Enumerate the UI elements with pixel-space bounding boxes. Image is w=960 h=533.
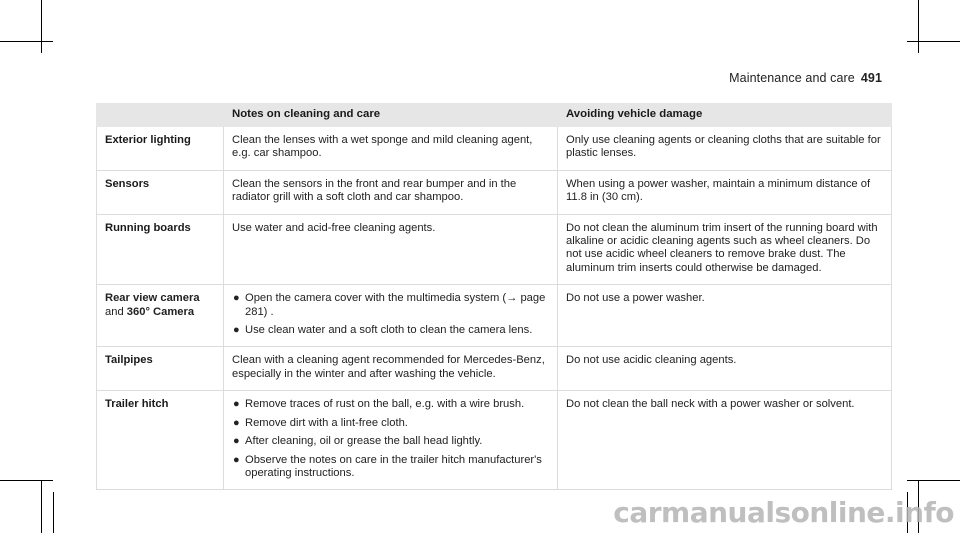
row-label [97,285,224,347]
row-label: Trailer hitch [97,391,224,490]
bullet-icon: ● [233,453,240,466]
crop-mark [918,0,919,53]
list-item: ● Remove traces of rust on the ball, e.g. with a wire brush. [233,398,525,411]
table-row [97,347,892,391]
care-cell [224,391,558,490]
avoid-cell: Do not clean the aluminum trim insert of the running board with alkaline or acidic cleaning agents such as wheel cleaners. Do not use acidic wheel cleaners to remove brake dust. The aluminum trim inserts could otherwise be damaged. [558,214,892,285]
row-label: Tailpipes [97,347,224,391]
crop-mark [41,0,42,53]
bullet-list [232,292,549,337]
avoid-cell: Do not use acidic cleaning agents. [558,347,892,391]
row-label: Exterior lighting [97,127,224,171]
care-cell: Clean the sensors in the front and rear bumper and in the radiator grill with a soft cloth and car shampoo. [224,170,558,214]
list-item: ● Open the camera cover with the multimedia system (→ page 281) . [233,292,546,318]
crop-mark [0,480,53,481]
bullet-icon: ● [233,435,240,448]
list-item: ● After cleaning, oil or grease the ball head lightly. [233,435,483,448]
table-row [97,170,892,214]
row-label-line1: Rear view camera [105,292,200,305]
care-cell [224,285,558,347]
crop-mark [41,480,42,533]
list-item: ● Observe the notes on care in the trailer hitch manufacturer's operating instructions. [233,453,542,479]
column-header-avoiding: Avoiding vehicle damage [558,104,892,127]
row-label: Running boards [97,214,224,285]
bullet-list [232,398,549,480]
care-cell: Clean the lenses with a wet sponge and mild cleaning agent, e.g. car shampoo. [224,127,558,171]
page-number: 491 [860,71,882,85]
bullet-icon: ● [233,416,240,429]
row-label-line2: 360° Camera [126,305,195,318]
list-item: ● Use clean water and a soft cloth to clean the camera lens. [233,324,533,337]
crop-mark [0,41,53,42]
table-row [97,214,892,285]
avoid-cell: Only use cleaning agents or cleaning cloths that are suitable for plastic lenses. [558,127,892,171]
avoid-cell: Do not use a power washer. [558,285,892,347]
column-header-notes: Notes on cleaning and care [224,104,558,127]
avoid-cell: When using a power washer, maintain a minimum distance of 11.8 in (30 cm). [558,170,892,214]
running-header [729,71,882,85]
section-title: Maintenance and care [729,71,855,85]
row-label-and: and [105,305,124,318]
bullet-icon: ● [233,324,240,337]
table-header-row [97,104,892,127]
column-header [97,104,224,127]
crop-mark [907,480,960,481]
avoid-cell: Do not clean the ball neck with a power washer or solvent. [558,391,892,490]
table-row [97,127,892,171]
care-cell: Use water and acid-free cleaning agents. [224,214,558,285]
crop-mark [53,492,54,533]
table-row [97,285,892,347]
row-label: Sensors [97,170,224,214]
table-row [97,391,892,490]
care-cell: Clean with a cleaning agent recommended for Mercedes-Benz, especially in the winter and after washing the vehicle. [224,347,558,391]
crop-mark [907,41,960,42]
care-table [96,103,892,490]
list-item: ● Remove dirt with a lint-free cloth. [233,416,408,429]
bullet-icon: ● [233,292,240,305]
bullet-icon: ● [233,398,240,411]
watermark: carmanualsonline.info [613,496,954,529]
